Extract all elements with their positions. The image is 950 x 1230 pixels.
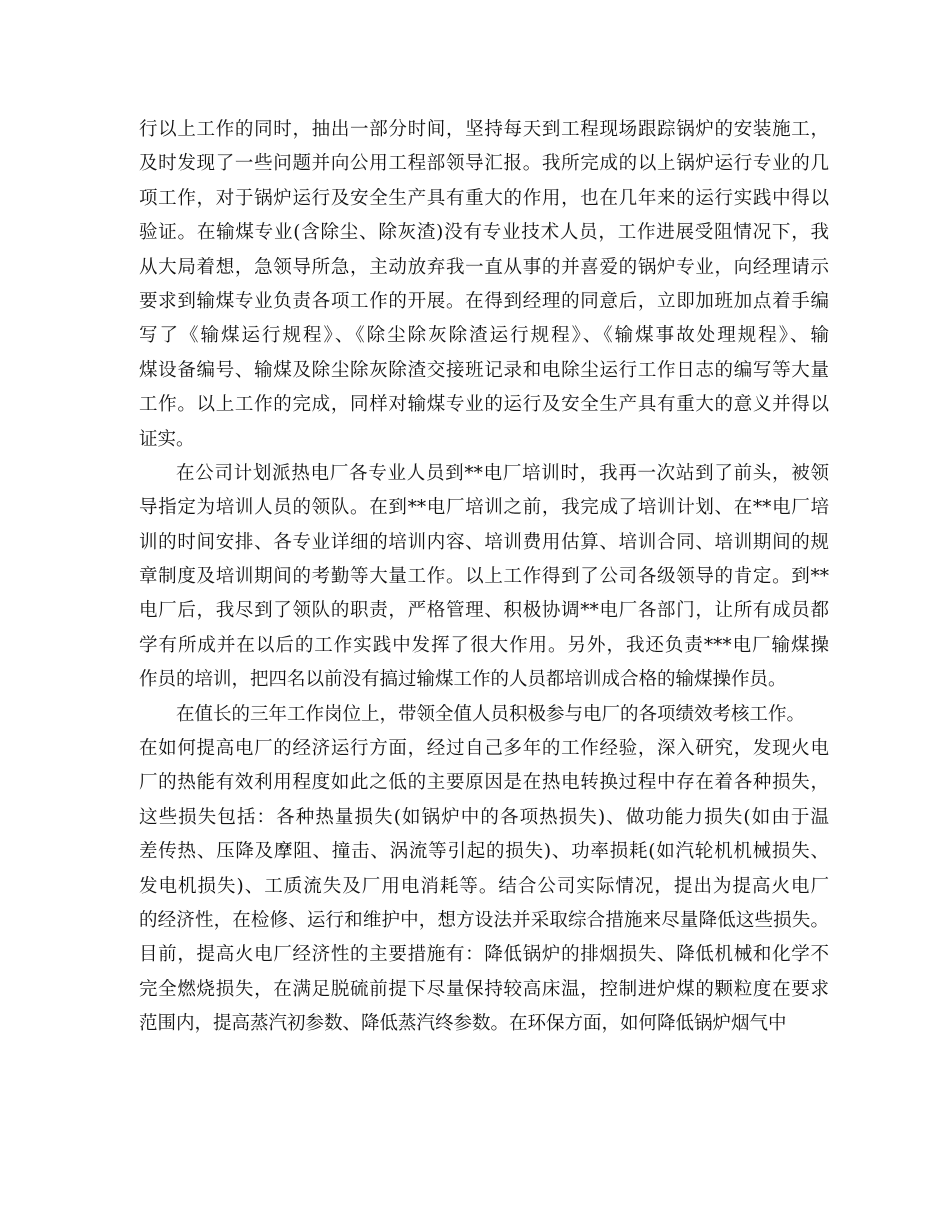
text-line-2: 及时发现了一些问题并向公用工程部领导汇报。我所完成的以上锅炉运行专业的几: [139, 153, 829, 175]
text-line-17: 作员的培训，把四名以前没有搞过输煤工作的人员都培训成合格的输煤操作员。: [139, 669, 787, 691]
text-line-4: 验证。在输煤专业(含除尘、除灰渣)没有专业技术人员，工作进展受阻情况下，我: [139, 222, 829, 244]
text-line-13: 训的时间安排、各专业详细的培训内容、培训费用估算、培训合同、培训期间的规: [139, 531, 829, 553]
text-line-25: 目前，提高火电厂经济性的主要措施有：降低锅炉的排烟损失、降低机械和化学不: [139, 944, 829, 966]
text-line-16: 学有所成并在以后的工作实践中发挥了很大作用。另外，我还负责***电厂输煤操: [139, 634, 829, 656]
text-line-1: 行以上工作的同时，抽出一部分时间，坚持每天到工程现场跟踪锅炉的安装施工，: [139, 119, 829, 140]
text-line-3: 项工作，对于锅炉运行及安全生产具有重大的作用，也在几年来的运行实践中得以: [139, 187, 829, 209]
text-line-10: 证实。: [139, 428, 195, 450]
text-line-22: 差传热、压降及摩阻、撞击、涡流等引起的损失)、功率损耗(如汽轮机机械损失、: [139, 841, 829, 863]
text-line-23: 发电机损失)、工质流失及厂用电消耗等。结合公司实际情况，提出为提高火电厂: [139, 875, 829, 897]
text-line-11: 在公司计划派热电厂各专业人员到**电厂培训时，我再一次站到了前头，被领: [176, 462, 829, 484]
text-line-12: 导指定为培训人员的领队。在到**电厂培训之前，我完成了培训计划、在**电厂培: [139, 497, 829, 519]
text-line-9: 工作。以上工作的完成，同样对输煤专业的运行及安全生产具有重大的意义并得以: [139, 394, 829, 416]
text-line-5: 从大局着想，急领导所急，主动放弃我一直从事的并喜爱的锅炉专业，向经理请示: [139, 256, 829, 278]
text-line-24: 的经济性，在检修、运行和维护中，想方设法并采取综合措施来尽量降低这些损失。: [139, 909, 829, 931]
text-line-27: 范围内，提高蒸汽初参数、降低蒸汽终参数。在环保方面，如何降低锅炉烟气中: [139, 1013, 787, 1035]
text-line-18: 在值长的三年工作岗位上，带领全值人员积极参与电厂的各项绩效考核工作。: [176, 703, 806, 725]
document-body: [139, 113, 829, 1042]
text-line-19: 在如何提高电厂的经济运行方面，经过自己多年的工作经验，深入研究，发现火电: [139, 738, 829, 760]
text-line-21: 这些损失包括：各种热量损失(如锅炉中的各项热损失)、做功能力损失(如由于温: [139, 806, 829, 828]
text-line-14: 章制度及培训期间的考勤等大量工作。以上工作得到了公司各级领导的肯定。到**: [139, 566, 829, 588]
text-line-6: 要求到输煤专业负责各项工作的开展。在得到经理的同意后，立即加班加点着手编: [139, 290, 829, 312]
text-line-8: 煤设备编号、输煤及除尘除灰除渣交接班记录和电除尘运行工作日志的编写等大量: [139, 359, 829, 381]
text-line-26: 完全燃烧损失，在满足脱硫前提下尽量保持较高床温，控制进炉煤的颗粒度在要求: [139, 978, 829, 1000]
text-line-7: 写了《输煤运行规程》、《除尘除灰除渣运行规程》、《输煤事故处理规程》、输: [139, 325, 829, 347]
text-line-15: 电厂后，我尽到了领队的职责，严格管理、积极协调**电厂各部门，让所有成员都: [139, 600, 829, 622]
text-line-20: 厂的热能有效利用程度如此之低的主要原因是在热电转换过程中存在着各种损失，: [139, 772, 829, 794]
